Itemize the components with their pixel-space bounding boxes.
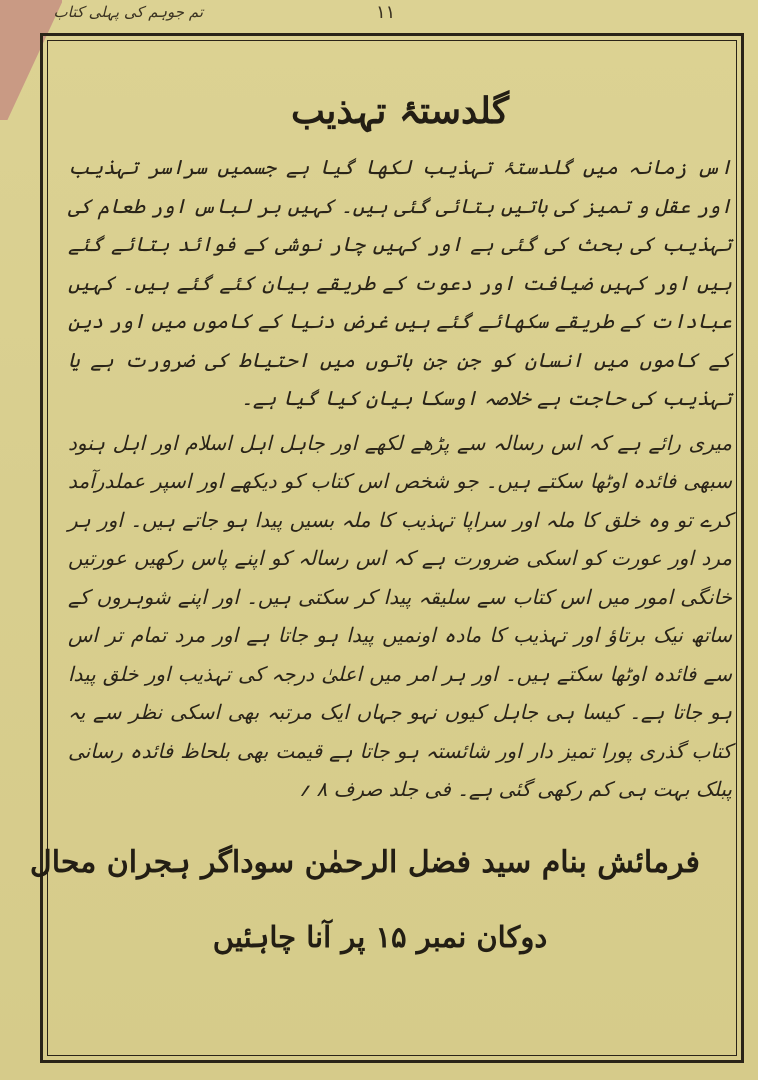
- page-number: ۱۱: [376, 2, 396, 23]
- shop-number-line: دوکان نمبر ۱۵ پر آنا چاہئیں: [212, 920, 548, 954]
- order-address-line: فرمائش بنام سید فضل الرحمٰن سوداگر ہجران محال: [29, 845, 700, 880]
- header-note: تم جوہم کی پہلی کتاب: [53, 3, 203, 21]
- document-title: گلدستۂ تہذیب: [291, 90, 509, 132]
- paragraph-1: اس زمانہ میں گلدستۂ تہذیب لکھا گیا ہے جسمیں سراسر تہذیب اور عقل و تمیز کی باتیں بتائی گئی ہیں۔ کہیں بر لباس اور طعام کی تہذیب کی بحث کی گئی ہے اور کہیں چار نوشی کے فوائد بتائے گئے ہیں اور کہیں ضیافت اور دعوت کے طریقے بیان کئے گئے ہیں۔ کہیں عبادات کے طریقے سکھائے گئے ہیں غرض دنیا کے کاموں میں اور دین کے کاموں میں انسان کو جن جن باتوں میں احتیاط کی ضرورت ہے یا تہذیب کی حاجت ہے خلاصہ اوسکا بیان کیا گیا ہے۔: [68, 155, 732, 410]
- paragraph-2: میری رائے ہے کہ اس رسالہ سے پڑھے لکھے اور جاہل اہل اسلام اور اہل ہنود سبھی فائدہ اوٹھا سکتے ہیں۔ جو شخص اس کتاب کو دیکھے اور اسپر عملدرآمد کرے تو وہ خلق کا ملہ اور سراپا تہذیب کا ملہ بسیں پیدا ہو جاتے ہیں۔ اور ہر مرد اور عورت کو اسکی ضرورت ہے کہ اس رسالہ کو اپنے پاس رکھیں عورتیں خانگی امور میں اس کتاب سے سلیقہ پیدا کر سکتی ہیں۔ اور اپنے شوہروں کے ساتھ نیک برتاؤ اور تہذیب کا مادہ اونمیں پیدا ہو جاتا ہے اور مرد تمام تر اس سے فائدہ اوٹھا سکتے ہیں۔ اور ہر امر میں اعلیٰ درجہ کی تہذیب اور خلق پیدا ہو جاتا ہے۔ کیسا ہی جاہل کیوں نہو جہاں ایک مرتبہ بھی اسکی نظر سے یہ کتاب گذری پورا تمیز دار اور شائستہ ہو جاتا ہے قیمت بھی بلحاظ فائدہ رسانی پبلک بہت ہی کم رکھی گئی ہے۔ فی جلد صرف ۸ ؍: [68, 430, 732, 801]
- document-body: [62, 90, 738, 809]
